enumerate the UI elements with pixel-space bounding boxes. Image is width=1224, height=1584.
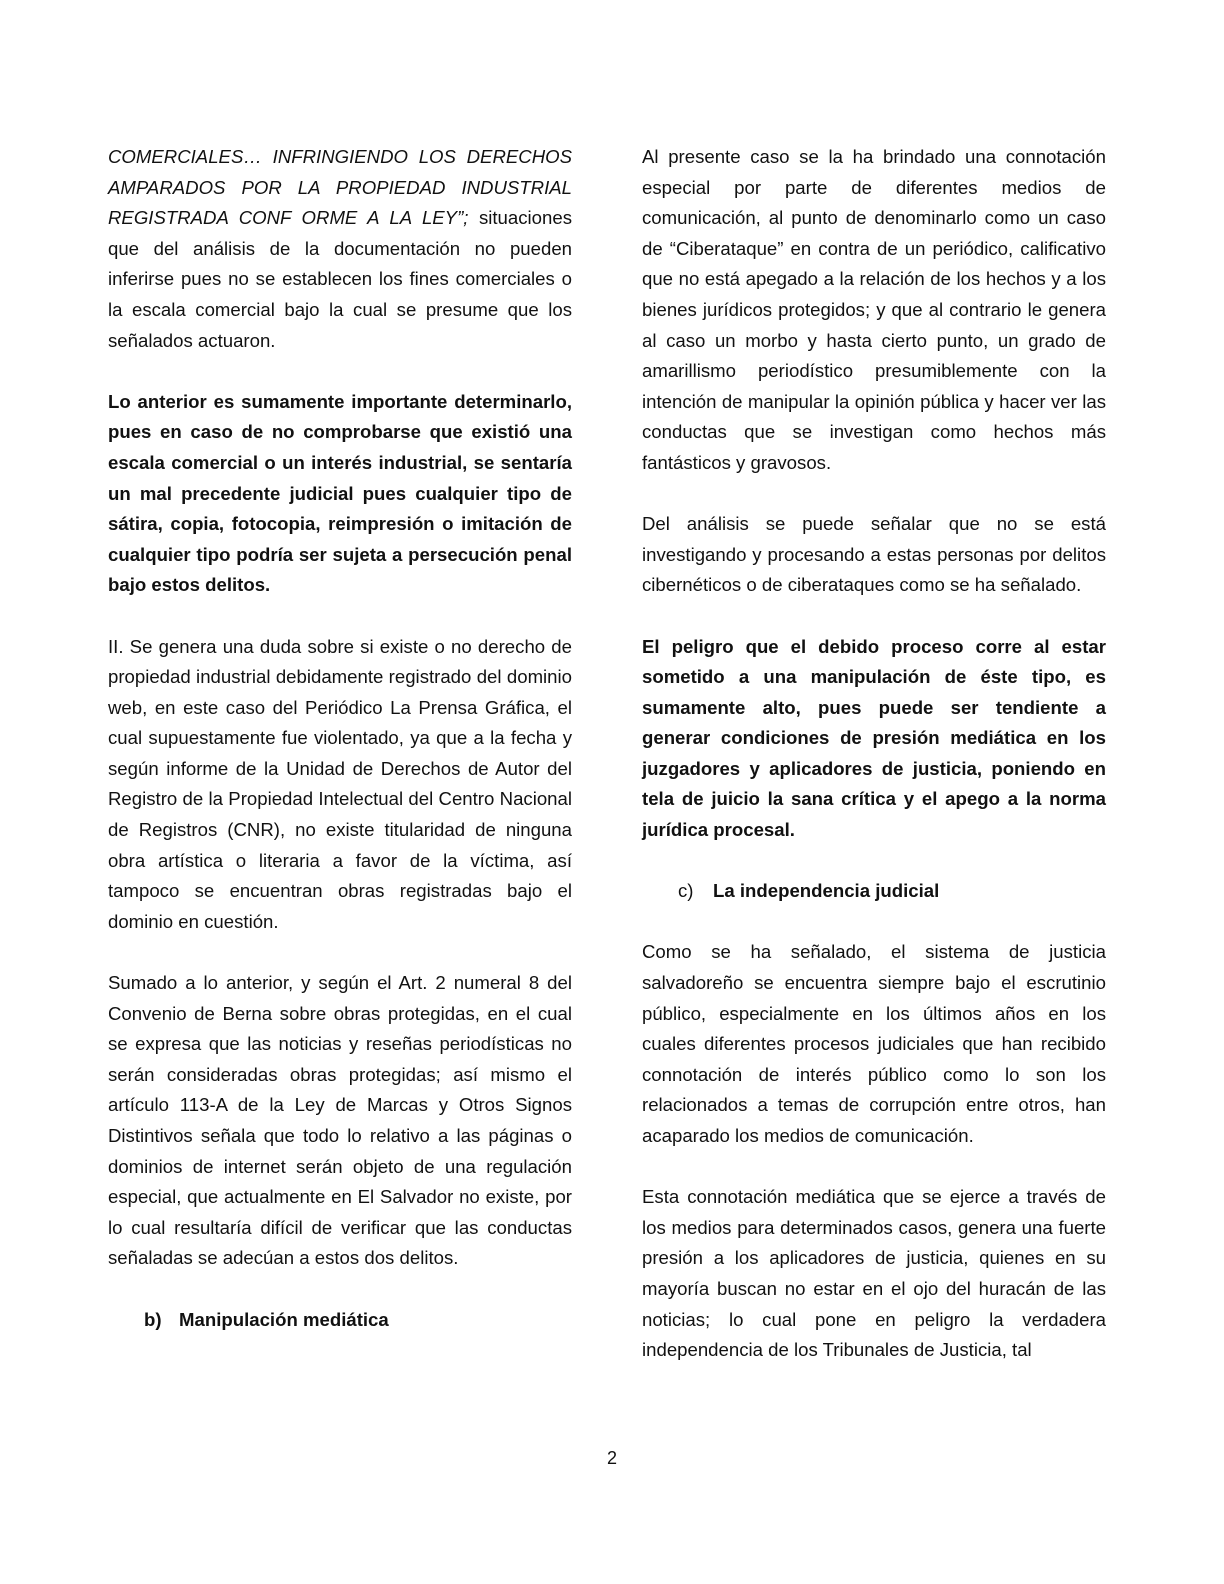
paragraph-berne-convention: Sumado a lo anterior, y según el Art. 2 numeral 8 del Convenio de Berna sobre obras protegidas, en el cual se expresa que las noticias y reseñas periodísticas no serán consideradas obras protegidas; así mismo el artículo 113-A de la Ley de Marcas y Otros Signos Distintivos señala que todo lo relativo a las páginas o dominios de internet serán objeto de una regulación especial, que actualmente en El Salvador no existe, por lo cual resultaría difícil de verificar que las conductas señaladas se adecúan a estos dos delitos.: [108, 972, 572, 1269]
paragraph-text: situaciones que del análisis de la documentación no pueden inferirse pues no se establecen los fines comerciales o la escala comercial bajo la cual se presume que los señalados actuaron.: [108, 207, 572, 351]
paragraph-industrial-property: II. Se genera una duda sobre si existe o no derecho de propiedad industrial debidamente registrado del dominio web, en este caso del Periódico La Prensa Gráfica, el cual supuestamente fue violentado, ya que a la fecha y según informe de la Unidad de Derechos de Autor del Registro de la Propiedad Intelectual del Centro Nacional de Registros (CNR), no existe titularidad de ninguna obra artística o literaria a favor de la víctima, así tampoco se encuentran obras registradas bajo el dominio en cuestión.: [108, 635, 572, 932]
section-heading-b: [108, 1305, 572, 1336]
section-heading-c: [642, 876, 1106, 907]
paragraph-bold-precedent: Lo anterior es sumamente importante determinarlo, pues en caso de no comprobarse que existió una escala comercial o un interés industrial, se sentaría un mal precedente judicial pues cualquier tipo de sátira, copia, fotocopia, reimpresión o imitación de cualquier tipo podría ser sujeta a persecución penal bajo estos delitos.: [108, 390, 572, 596]
left-column: [108, 142, 572, 1366]
heading-letter: b): [144, 1308, 162, 1330]
paragraph-bold-due-process: El peligro que el debido proceso corre al estar sometido a una manipulación de éste tipo, es sumamente alto, pues puede ser tendiente a generar condiciones de presión mediática en los juzgadores y aplicadores de justicia, poniendo en tela de juicio la sana crítica y el apego a la norma jurídica procesal.: [642, 635, 1106, 841]
heading-letter: c): [678, 880, 694, 902]
quoted-charge-text: COMERCIALES… INFRINGIENDO LOS DERECHOS AMPARADOS POR LA PROPIEDAD INDUSTRIAL REGISTRADA CONF ORME A LA LEY”;: [108, 146, 572, 229]
heading-title: Manipulación mediática: [179, 1308, 389, 1330]
paragraph-commercial-ends: [108, 142, 572, 356]
right-column: [642, 142, 1106, 1366]
paragraph-media-pressure: Esta connotación mediática que se ejerce a través de los medios para determinados casos, genera una fuerte presión a los aplicadores de justicia, quienes en su mayoría buscan no estar en el ojo del huracán de las noticias; lo cual pone en peligro la verdadera independencia de los Tribunales de Justicia, tal: [642, 1186, 1106, 1361]
page-number: 2: [606, 1448, 617, 1468]
paragraph-justice-system: Como se ha señalado, el sistema de justicia salvadoreño se encuentra siempre bajo el escrutinio público, especialmente en los últimos años en los cuales diferentes procesos judiciales que han recibido connotación de interés público como lo son los relacionados a temas de corrupción entre otros, han acaparado los medios de comunicación.: [642, 941, 1106, 1146]
heading-title: La independencia judicial: [713, 880, 940, 902]
paragraph-analysis: Del análisis se puede señalar que no se está investigando y procesando a estas personas por delitos cibernéticos o de ciberataques como se ha señalado.: [642, 513, 1106, 596]
paragraph-media-connotation: Al presente caso se la ha brindado una connotación especial por parte de diferentes medios de comunicación, al punto de denominarlo como un caso de “Ciberataque” en contra de un periódico, calificativo que no está apegado a la relación de los hechos y a los bienes jurídicos protegidos; y que al contrario le genera al caso un morbo y hasta cierto punto, un grado de amarillismo periodístico presumiblemente con la intención de manipular la opinión pública y hacer ver las conductas que se investigan como hechos más fantásticos y gravosos.: [642, 146, 1106, 473]
